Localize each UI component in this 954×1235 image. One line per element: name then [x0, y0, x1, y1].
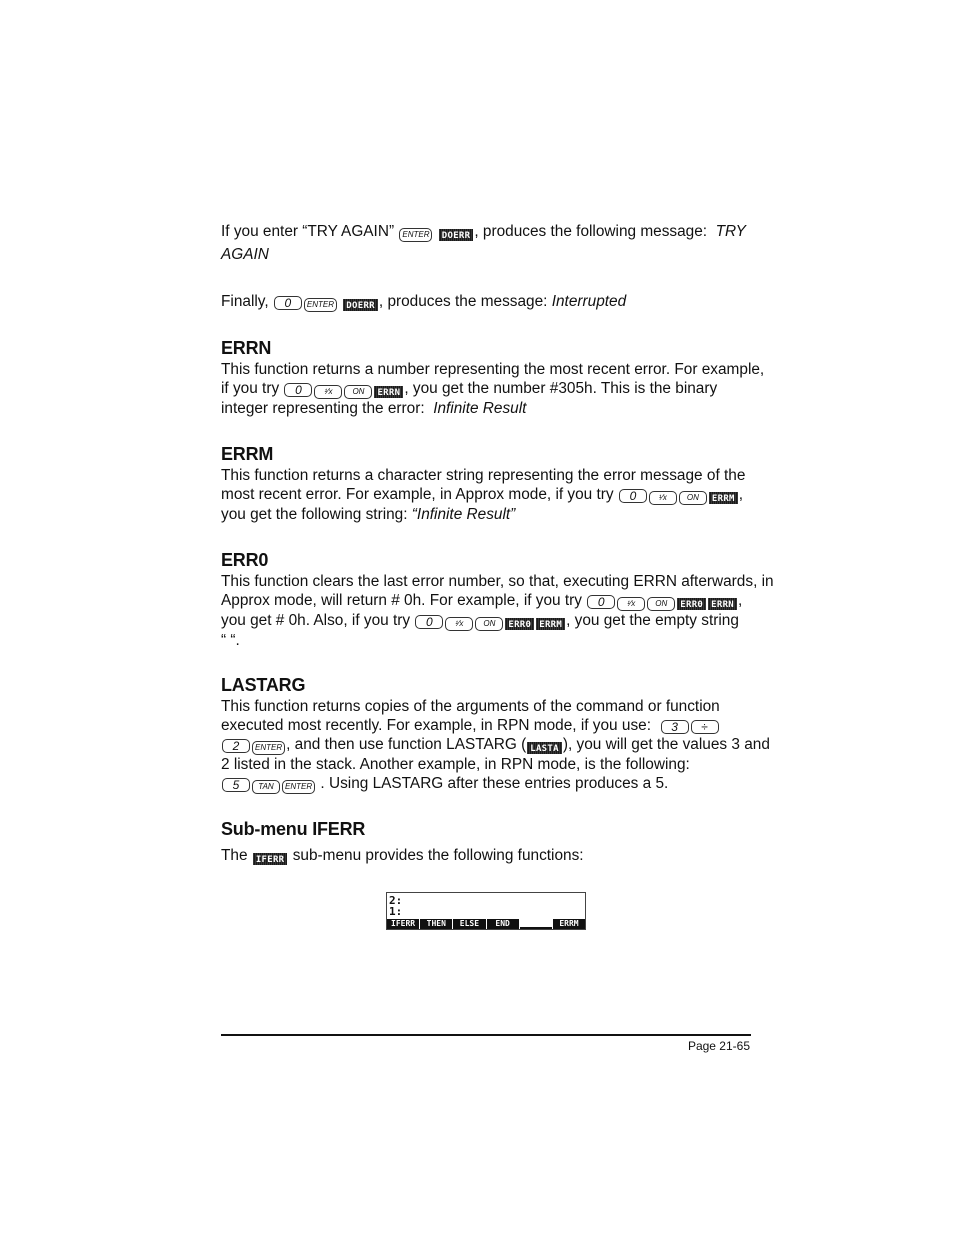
enter-key: ENTER [282, 780, 315, 794]
text-line [221, 505, 751, 524]
two-key: 2 [222, 739, 250, 753]
heading-err0: ERR0 [221, 550, 269, 570]
zero-key: 0 [415, 615, 443, 629]
tan-key: TAN [252, 780, 280, 794]
paragraph-try-again [221, 222, 751, 264]
text: , produces the message: [378, 293, 548, 310]
five-key: 5 [222, 778, 250, 792]
text-line [221, 846, 751, 865]
text-line [221, 591, 751, 611]
err0-softkey: ERR0 [677, 595, 706, 610]
enter-key: ENTER [399, 228, 432, 242]
inverse-key: ¹⁄x [649, 491, 677, 505]
stack-level-1: 1: [389, 905, 403, 918]
menu-iferr: IFERR [387, 919, 419, 929]
text-line: This function returns a character string representing the error message of the [221, 467, 746, 484]
inverse-key: ¹⁄x [617, 597, 645, 611]
text: integer representing the error: [221, 400, 425, 417]
text: , produces the following message: [474, 223, 708, 240]
text-line [221, 485, 751, 505]
inverse-key: ¹⁄x [314, 385, 342, 399]
text-line [221, 399, 751, 418]
text: executed most recently. For example, in RPN mode, if you use: [221, 717, 651, 734]
paragraph-submenu [221, 846, 751, 865]
message-text: Infinite Result [433, 400, 527, 417]
text: The [221, 847, 248, 864]
heading-errn: ERRN [221, 338, 272, 358]
text: , you get the empty string [566, 612, 739, 629]
on-key: ON [475, 617, 503, 631]
text-line [221, 774, 751, 794]
text: , you get the number #305h. This is the binary [404, 380, 718, 397]
text: you get the following string: [221, 506, 408, 523]
message-text: TRY [715, 223, 746, 240]
menu-then: THEN [420, 919, 452, 929]
inverse-key: ¹⁄x [445, 617, 473, 631]
text-line: This function clears the last error number, so that, executing ERRN afterwards, in [221, 573, 774, 590]
text-line: This function returns a number representing the most recent error. For example, [221, 361, 765, 378]
text: , [738, 592, 743, 609]
zero-key: 0 [284, 383, 312, 397]
heading-submenu-iferr: Sub-menu IFERR [221, 819, 366, 839]
text: Finally, [221, 293, 269, 310]
paragraph-finally [221, 292, 751, 312]
heading-lastarg: LASTARG [221, 675, 306, 695]
text: if you try [221, 380, 280, 397]
errm-softkey: ERRM [709, 489, 738, 504]
errn-softkey: ERRN [374, 383, 403, 398]
menu-errm: ERRM [553, 919, 585, 929]
menu-else: ELSE [453, 919, 485, 929]
text: ), you will get the values 3 and [562, 736, 770, 753]
text-line [221, 292, 751, 312]
text: Approx mode, will return # 0h. For example, if you try [221, 592, 582, 609]
on-key: ON [344, 385, 372, 399]
iferr-softkey: IFERR [253, 850, 288, 865]
paragraph-errn [221, 360, 765, 418]
text: If you enter “TRY AGAIN” [221, 223, 395, 240]
stack-level-2: 2: [389, 894, 403, 907]
three-key: 3 [661, 720, 689, 734]
text: , [738, 486, 744, 503]
message-text: Interrupted [551, 293, 627, 310]
on-key: ON [647, 597, 675, 611]
softkey-menu-row [387, 919, 585, 929]
zero-key: 0 [274, 296, 302, 310]
enter-key: ENTER [252, 741, 285, 755]
err0-softkey: ERR0 [505, 615, 534, 630]
heading-errm: ERRM [221, 444, 274, 464]
text: . Using LASTARG after these entries produces a 5. [320, 775, 669, 792]
paragraph-lastarg [221, 697, 770, 794]
on-key: ON [679, 491, 707, 505]
message-text: “Infinite Result” [411, 506, 516, 523]
text-line: “ “. [221, 632, 240, 649]
text: sub-menu provides the following functions: [292, 847, 584, 864]
text-line [221, 735, 770, 755]
menu-end: END [487, 919, 519, 929]
errm-softkey: ERRM [536, 615, 565, 630]
text-line: 2 listed in the stack. Another example, in RPN mode, is the following: [221, 756, 690, 773]
page-number: Page 21-65 [687, 1039, 750, 1053]
text-line [221, 716, 751, 735]
paragraph-errm [221, 466, 751, 524]
doerr-softkey: DOERR [343, 296, 378, 311]
enter-key: ENTER [304, 298, 337, 312]
text-line [221, 611, 751, 631]
message-text: AGAIN [221, 246, 269, 263]
calculator-screen [386, 892, 586, 930]
text: , and then use function LASTARG ( [286, 736, 527, 753]
menu-blank [520, 919, 552, 929]
zero-key: 0 [619, 489, 647, 503]
text-line [221, 222, 751, 242]
text-line: This function returns copies of the arguments of the command or function [221, 698, 720, 715]
doerr-softkey: DOERR [439, 226, 474, 241]
divide-key: ÷ [691, 720, 719, 734]
text: most recent error. For example, in Approx mode, if you try [221, 486, 614, 503]
paragraph-err0 [221, 572, 774, 650]
text-line [221, 379, 751, 399]
footer-rule [221, 1034, 751, 1036]
errn-softkey: ERRN [708, 595, 737, 610]
text-line [221, 245, 751, 264]
text: you get # 0h. Also, if you try [221, 612, 411, 629]
zero-key: 0 [587, 595, 615, 609]
lastarg-softkey: LASTA [527, 739, 562, 754]
